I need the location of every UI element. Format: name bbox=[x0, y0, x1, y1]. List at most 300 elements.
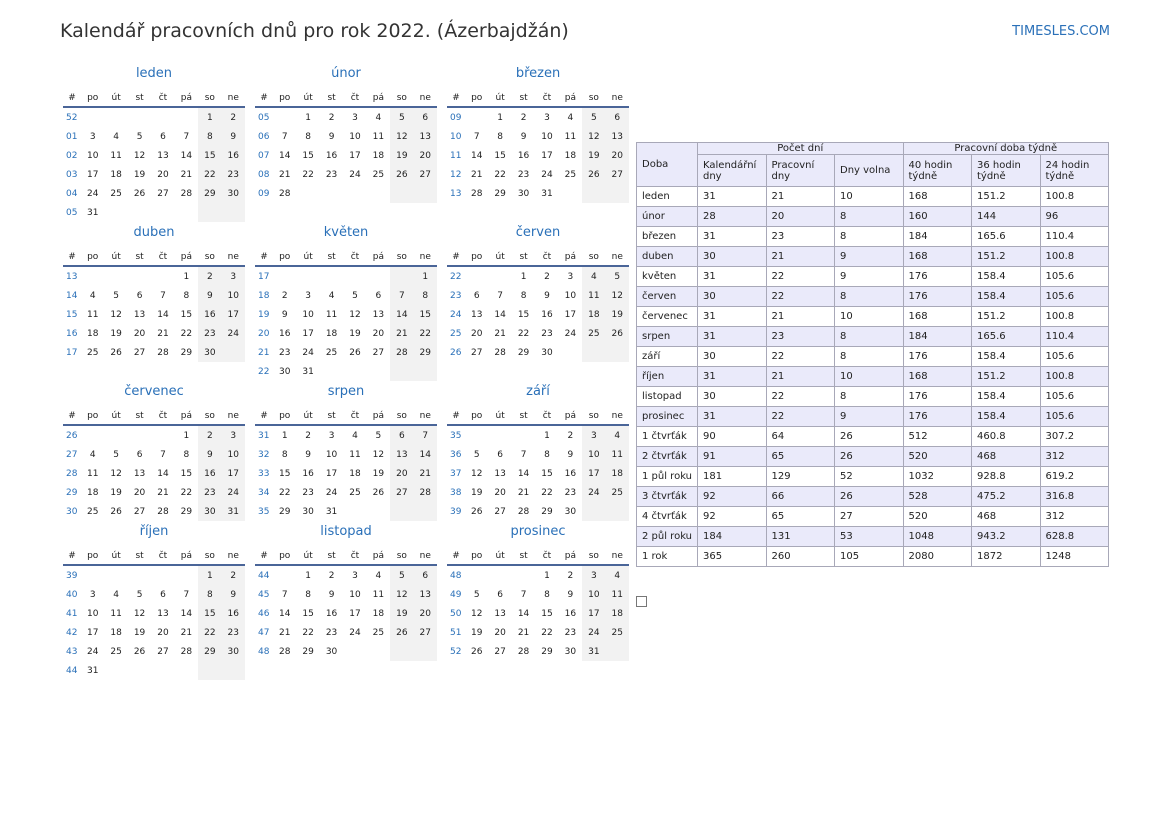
month-table bbox=[63, 407, 245, 521]
day-cell: 11 bbox=[325, 309, 338, 320]
day-cell bbox=[151, 661, 174, 680]
day-cell: 17 bbox=[541, 150, 553, 161]
day-cell: 24 bbox=[222, 324, 245, 343]
day-cell bbox=[512, 425, 535, 445]
day-cell: 5 bbox=[113, 449, 119, 460]
month-table bbox=[63, 89, 245, 222]
day-cell: 30 bbox=[564, 646, 577, 657]
month-name: duben bbox=[133, 225, 175, 240]
day-cell: 13 bbox=[372, 309, 385, 320]
day-cell bbox=[222, 343, 245, 362]
day-cell: 7 bbox=[281, 131, 288, 142]
week-number: 13 bbox=[450, 188, 462, 199]
day-cell bbox=[488, 565, 511, 585]
day-cell: 2 bbox=[281, 290, 288, 301]
day-cell: 30 bbox=[564, 506, 577, 517]
value-cell: 520 bbox=[903, 507, 972, 527]
value-cell: 176 bbox=[903, 347, 972, 367]
day-cell: 12 bbox=[582, 127, 605, 146]
week-number: 11 bbox=[450, 150, 462, 161]
day-cell: 31 bbox=[582, 642, 605, 661]
page-title: Kalendář pracovních dnů pro rok 2022. (Ázerbajdžán) bbox=[60, 20, 569, 42]
day-cell: 27 bbox=[133, 347, 146, 358]
day-cell: 7 bbox=[160, 290, 166, 301]
weekday-header: st bbox=[320, 407, 343, 425]
value-cell: 619.2 bbox=[1040, 467, 1109, 487]
day-cell: 10 bbox=[302, 309, 314, 320]
day-cell: 3 bbox=[567, 271, 574, 282]
day-cell: 24 bbox=[302, 347, 314, 358]
week-number: 41 bbox=[66, 608, 78, 619]
day-cell: 27 bbox=[470, 347, 483, 358]
day-cell: 30 bbox=[541, 347, 553, 358]
week-number: 39 bbox=[66, 570, 78, 581]
day-cell: 18 bbox=[325, 328, 338, 339]
week-number: 51 bbox=[450, 627, 462, 638]
weekday-header: pá bbox=[175, 89, 198, 107]
hours-group-header: Pracovní doba týdně bbox=[903, 143, 1109, 155]
weekday-header: pá bbox=[175, 248, 198, 266]
day-cell: 9 bbox=[305, 449, 311, 460]
day-cell: 26 bbox=[390, 623, 413, 642]
period-cell: září bbox=[637, 347, 698, 367]
day-cell: 20 bbox=[157, 169, 169, 180]
value-cell: 168 bbox=[903, 307, 972, 327]
table-row bbox=[637, 427, 1109, 447]
week-number: 20 bbox=[258, 328, 270, 339]
week-number: 44 bbox=[66, 665, 78, 676]
value-cell: 90 bbox=[698, 427, 767, 447]
day-cell: 28 bbox=[180, 646, 193, 657]
day-cell: 9 bbox=[198, 445, 221, 464]
day-cell: 21 bbox=[517, 487, 530, 498]
day-cell: 21 bbox=[390, 324, 413, 343]
day-cell: 29 bbox=[180, 347, 193, 358]
value-cell: 307.2 bbox=[1040, 427, 1109, 447]
day-cell: 5 bbox=[352, 290, 358, 301]
month-name: únor bbox=[331, 66, 361, 81]
day-cell: 11 bbox=[372, 589, 385, 600]
day-cell: 23 bbox=[564, 627, 577, 638]
day-cell: 27 bbox=[494, 646, 506, 657]
week-number: 13 bbox=[66, 271, 78, 282]
day-cell: 20 bbox=[606, 146, 629, 165]
value-cell: 176 bbox=[903, 407, 972, 427]
col-header: 36 hodin týdně bbox=[972, 155, 1041, 187]
day-cell: 10 bbox=[582, 445, 605, 464]
weekday-header: ne bbox=[414, 407, 437, 425]
weekday-header: so bbox=[198, 248, 221, 266]
day-cell bbox=[128, 425, 151, 445]
period-cell: listopad bbox=[637, 387, 698, 407]
day-cell: 8 bbox=[544, 589, 550, 600]
weekday-header: so bbox=[198, 547, 221, 565]
day-cell: 21 bbox=[278, 169, 291, 180]
weekday-header: út bbox=[296, 89, 319, 107]
day-cell: 22 bbox=[198, 165, 221, 184]
day-cell: 28 bbox=[494, 347, 506, 358]
summary-table bbox=[636, 142, 1109, 567]
weekday-header: po bbox=[465, 547, 488, 565]
day-cell: 21 bbox=[180, 169, 193, 180]
month-name: leden bbox=[135, 66, 173, 81]
week-number: 22 bbox=[258, 366, 270, 377]
day-cell: 8 bbox=[183, 449, 190, 460]
day-cell: 16 bbox=[541, 309, 553, 320]
weekday-header: ne bbox=[222, 407, 245, 425]
col-header: Kalendářní dny bbox=[698, 155, 767, 187]
day-cell bbox=[151, 203, 174, 222]
month-table bbox=[447, 547, 629, 661]
week-number: 29 bbox=[66, 487, 78, 498]
period-cell: srpen bbox=[637, 327, 698, 347]
week-number: 05 bbox=[258, 112, 270, 123]
weekday-header: ne bbox=[606, 547, 629, 565]
day-cell: 3 bbox=[352, 112, 358, 123]
value-cell: 9 bbox=[835, 407, 904, 427]
value-cell: 628.8 bbox=[1040, 527, 1109, 547]
weekday-header: pá bbox=[559, 407, 582, 425]
value-cell: 131 bbox=[766, 527, 835, 547]
value-cell: 928.8 bbox=[972, 467, 1041, 487]
value-cell: 151.2 bbox=[972, 187, 1041, 207]
weekday-header: pá bbox=[367, 248, 390, 266]
day-cell: 22 bbox=[494, 169, 506, 180]
day-cell: 13 bbox=[157, 150, 169, 161]
week-number: 22 bbox=[450, 271, 462, 282]
week-number: 34 bbox=[258, 487, 270, 498]
weekday-header: ne bbox=[222, 547, 245, 565]
day-cell: 8 bbox=[544, 449, 550, 460]
day-cell: 5 bbox=[606, 266, 629, 286]
day-cell bbox=[465, 425, 488, 445]
day-cell: 4 bbox=[352, 430, 358, 441]
day-cell: 2 bbox=[520, 112, 527, 123]
week-number: 01 bbox=[66, 131, 78, 142]
day-cell: 4 bbox=[606, 425, 629, 445]
brand-link[interactable]: TIMESLES.COM bbox=[1012, 24, 1110, 39]
week-number: 40 bbox=[66, 589, 78, 600]
day-cell bbox=[367, 502, 390, 521]
day-cell: 10 bbox=[222, 286, 245, 305]
day-cell: 2 bbox=[198, 425, 221, 445]
day-cell: 11 bbox=[606, 445, 629, 464]
day-cell: 25 bbox=[606, 483, 629, 502]
day-cell: 22 bbox=[198, 623, 221, 642]
day-cell bbox=[151, 565, 174, 585]
value-cell: 26 bbox=[835, 427, 904, 447]
day-cell: 19 bbox=[133, 169, 146, 180]
value-cell: 91 bbox=[698, 447, 767, 467]
day-cell: 13 bbox=[414, 585, 437, 604]
day-cell: 9 bbox=[198, 286, 221, 305]
value-cell: 8 bbox=[835, 327, 904, 347]
day-cell: 18 bbox=[110, 627, 122, 638]
day-cell: 20 bbox=[372, 328, 385, 339]
day-cell: 31 bbox=[86, 665, 99, 676]
week-number: 33 bbox=[258, 468, 270, 479]
day-cell: 16 bbox=[325, 150, 338, 161]
day-cell: 28 bbox=[180, 188, 193, 199]
day-cell: 2 bbox=[328, 112, 335, 123]
day-cell: 18 bbox=[86, 487, 99, 498]
day-cell: 13 bbox=[494, 608, 506, 619]
value-cell: 151.2 bbox=[972, 367, 1041, 387]
period-cell: 1 rok bbox=[637, 547, 698, 567]
period-cell: duben bbox=[637, 247, 698, 267]
day-cell: 7 bbox=[183, 589, 190, 600]
day-cell: 1 bbox=[281, 430, 288, 441]
day-cell: 9 bbox=[281, 309, 288, 320]
day-cell: 5 bbox=[582, 107, 605, 127]
month-name: červenec bbox=[124, 384, 184, 399]
day-cell: 23 bbox=[541, 328, 553, 339]
day-cell: 27 bbox=[494, 506, 506, 517]
day-cell: 6 bbox=[473, 290, 480, 301]
day-cell bbox=[343, 502, 366, 521]
period-cell: březen bbox=[637, 227, 698, 247]
period-cell: říjen bbox=[637, 367, 698, 387]
weekday-header: ne bbox=[606, 248, 629, 266]
day-cell: 26 bbox=[582, 165, 605, 184]
week-number: 09 bbox=[450, 112, 462, 123]
day-cell: 15 bbox=[541, 608, 553, 619]
month-table bbox=[447, 407, 629, 521]
week-number: 16 bbox=[66, 328, 78, 339]
day-cell: 17 bbox=[222, 464, 245, 483]
day-cell: 16 bbox=[198, 464, 221, 483]
day-cell bbox=[343, 184, 366, 203]
day-cell bbox=[606, 642, 629, 661]
week-number: 50 bbox=[450, 608, 462, 619]
day-cell: 16 bbox=[278, 328, 291, 339]
day-cell: 29 bbox=[278, 506, 291, 517]
day-cell: 12 bbox=[390, 585, 413, 604]
day-cell: 21 bbox=[180, 627, 193, 638]
day-cell bbox=[222, 203, 245, 222]
week-number: 30 bbox=[66, 506, 78, 517]
day-cell: 27 bbox=[414, 623, 437, 642]
day-cell bbox=[222, 661, 245, 680]
day-cell: 30 bbox=[222, 642, 245, 661]
weekday-header: čt bbox=[535, 407, 558, 425]
day-cell: 28 bbox=[157, 506, 169, 517]
day-cell: 15 bbox=[278, 468, 291, 479]
value-cell: 158.4 bbox=[972, 267, 1041, 287]
day-cell: 23 bbox=[517, 169, 530, 180]
day-cell: 2 bbox=[567, 570, 574, 581]
day-cell bbox=[104, 661, 127, 680]
day-cell bbox=[606, 343, 629, 362]
day-cell: 19 bbox=[470, 627, 483, 638]
day-cell: 26 bbox=[390, 165, 413, 184]
day-cell: 24 bbox=[349, 169, 361, 180]
weekday-header: st bbox=[320, 248, 343, 266]
weekday-header: # bbox=[447, 89, 465, 107]
weekday-header: # bbox=[63, 407, 81, 425]
day-cell: 9 bbox=[222, 127, 245, 146]
value-cell: 260 bbox=[766, 547, 835, 567]
week-number: 48 bbox=[258, 646, 270, 657]
day-cell: 14 bbox=[278, 150, 291, 161]
day-cell: 13 bbox=[606, 127, 629, 146]
checkbox[interactable] bbox=[636, 596, 647, 607]
weekday-header: čt bbox=[151, 89, 174, 107]
weekday-header: ne bbox=[414, 547, 437, 565]
day-cell: 15 bbox=[302, 608, 314, 619]
day-cell bbox=[128, 565, 151, 585]
weekday-header: # bbox=[63, 547, 81, 565]
value-cell: 53 bbox=[835, 527, 904, 547]
period-cell: 3 čtvrťák bbox=[637, 487, 698, 507]
value-cell: 92 bbox=[698, 487, 767, 507]
day-cell: 22 bbox=[414, 324, 437, 343]
day-cell: 23 bbox=[325, 169, 338, 180]
day-cell: 12 bbox=[349, 309, 361, 320]
value-cell: 22 bbox=[766, 267, 835, 287]
weekday-header: so bbox=[582, 89, 605, 107]
value-cell: 168 bbox=[903, 247, 972, 267]
value-cell: 8 bbox=[835, 347, 904, 367]
week-number: 52 bbox=[66, 112, 78, 123]
day-cell: 7 bbox=[183, 131, 190, 142]
day-cell bbox=[151, 266, 174, 286]
week-number: 26 bbox=[450, 347, 462, 358]
weekday-header: ne bbox=[606, 89, 629, 107]
day-cell: 1 bbox=[544, 570, 550, 581]
value-cell: 365 bbox=[698, 547, 767, 567]
day-cell bbox=[81, 425, 104, 445]
table-row bbox=[637, 507, 1109, 527]
weekday-header: pá bbox=[175, 547, 198, 565]
day-cell bbox=[367, 642, 390, 661]
day-cell: 20 bbox=[414, 604, 437, 623]
day-cell: 1 bbox=[305, 112, 311, 123]
col-header: 24 hodin týdně bbox=[1040, 155, 1109, 187]
day-cell: 6 bbox=[390, 425, 413, 445]
day-cell bbox=[273, 565, 296, 585]
day-cell: 3 bbox=[222, 266, 245, 286]
day-cell bbox=[465, 565, 488, 585]
week-number: 35 bbox=[258, 506, 270, 517]
day-cell: 16 bbox=[222, 604, 245, 623]
month-table bbox=[447, 248, 629, 362]
day-cell: 13 bbox=[470, 309, 483, 320]
day-cell: 14 bbox=[414, 445, 437, 464]
day-cell: 27 bbox=[372, 347, 385, 358]
weekday-header: po bbox=[81, 89, 104, 107]
weekday-header: so bbox=[390, 547, 413, 565]
weekday-header: út bbox=[488, 248, 511, 266]
weekday-header: st bbox=[512, 407, 535, 425]
week-number: 21 bbox=[258, 347, 270, 358]
day-cell bbox=[582, 184, 605, 203]
day-cell: 25 bbox=[349, 487, 361, 498]
day-cell: 19 bbox=[110, 328, 122, 339]
weekday-header: st bbox=[320, 89, 343, 107]
day-cell: 1 bbox=[183, 430, 190, 441]
value-cell: 22 bbox=[766, 287, 835, 307]
value-cell: 168 bbox=[903, 187, 972, 207]
day-cell: 28 bbox=[470, 188, 483, 199]
day-cell: 7 bbox=[520, 589, 527, 600]
day-cell: 18 bbox=[372, 150, 385, 161]
period-cell: únor bbox=[637, 207, 698, 227]
week-number: 47 bbox=[258, 627, 270, 638]
weekday-header: st bbox=[512, 89, 535, 107]
day-cell: 16 bbox=[517, 150, 530, 161]
table-row bbox=[637, 467, 1109, 487]
day-cell bbox=[343, 266, 366, 286]
day-cell bbox=[273, 107, 296, 127]
day-cell: 7 bbox=[390, 286, 413, 305]
col-header: Dny volna bbox=[835, 155, 904, 187]
value-cell: 168 bbox=[903, 367, 972, 387]
day-cell: 10 bbox=[349, 589, 361, 600]
day-cell: 6 bbox=[497, 449, 503, 460]
weekday-header: so bbox=[198, 89, 221, 107]
value-cell: 105.6 bbox=[1040, 267, 1109, 287]
day-cell: 17 bbox=[582, 464, 605, 483]
month-name: říjen bbox=[139, 524, 169, 539]
value-cell: 31 bbox=[698, 327, 767, 347]
day-cell: 31 bbox=[541, 188, 553, 199]
day-cell: 10 bbox=[349, 131, 361, 142]
day-cell: 26 bbox=[349, 347, 361, 358]
week-number: 17 bbox=[66, 347, 78, 358]
value-cell: 26 bbox=[835, 487, 904, 507]
weekday-header: po bbox=[273, 89, 296, 107]
weekday-header: st bbox=[320, 547, 343, 565]
weekday-header: # bbox=[255, 248, 273, 266]
day-cell bbox=[128, 661, 151, 680]
day-cell bbox=[104, 203, 127, 222]
table-row bbox=[637, 267, 1109, 287]
value-cell: 31 bbox=[698, 367, 767, 387]
day-cell: 27 bbox=[133, 506, 146, 517]
day-cell: 14 bbox=[470, 150, 483, 161]
day-cell: 16 bbox=[198, 305, 221, 324]
value-cell: 105 bbox=[835, 547, 904, 567]
day-cell: 9 bbox=[567, 589, 574, 600]
day-cell: 12 bbox=[133, 608, 146, 619]
value-cell: 943.2 bbox=[972, 527, 1041, 547]
day-cell: 5 bbox=[136, 131, 143, 142]
day-cell: 24 bbox=[349, 627, 361, 638]
table-row bbox=[637, 527, 1109, 547]
day-cell: 26 bbox=[133, 646, 146, 657]
value-cell: 100.8 bbox=[1040, 307, 1109, 327]
day-cell: 18 bbox=[564, 150, 577, 161]
day-cell: 11 bbox=[564, 131, 577, 142]
value-cell: 184 bbox=[903, 227, 972, 247]
value-cell: 468 bbox=[972, 507, 1041, 527]
day-cell: 14 bbox=[517, 468, 530, 479]
day-cell: 6 bbox=[136, 449, 143, 460]
weekday-header: so bbox=[390, 407, 413, 425]
day-cell: 17 bbox=[86, 169, 99, 180]
period-header: Doba bbox=[637, 143, 698, 187]
value-cell: 105.6 bbox=[1040, 387, 1109, 407]
weekday-header: čt bbox=[343, 89, 366, 107]
day-cell: 5 bbox=[390, 565, 413, 585]
week-number: 44 bbox=[258, 570, 270, 581]
day-cell: 26 bbox=[110, 506, 122, 517]
table-row bbox=[637, 307, 1109, 327]
day-cell: 10 bbox=[86, 150, 99, 161]
day-cell: 20 bbox=[470, 328, 483, 339]
month-table bbox=[447, 89, 629, 203]
